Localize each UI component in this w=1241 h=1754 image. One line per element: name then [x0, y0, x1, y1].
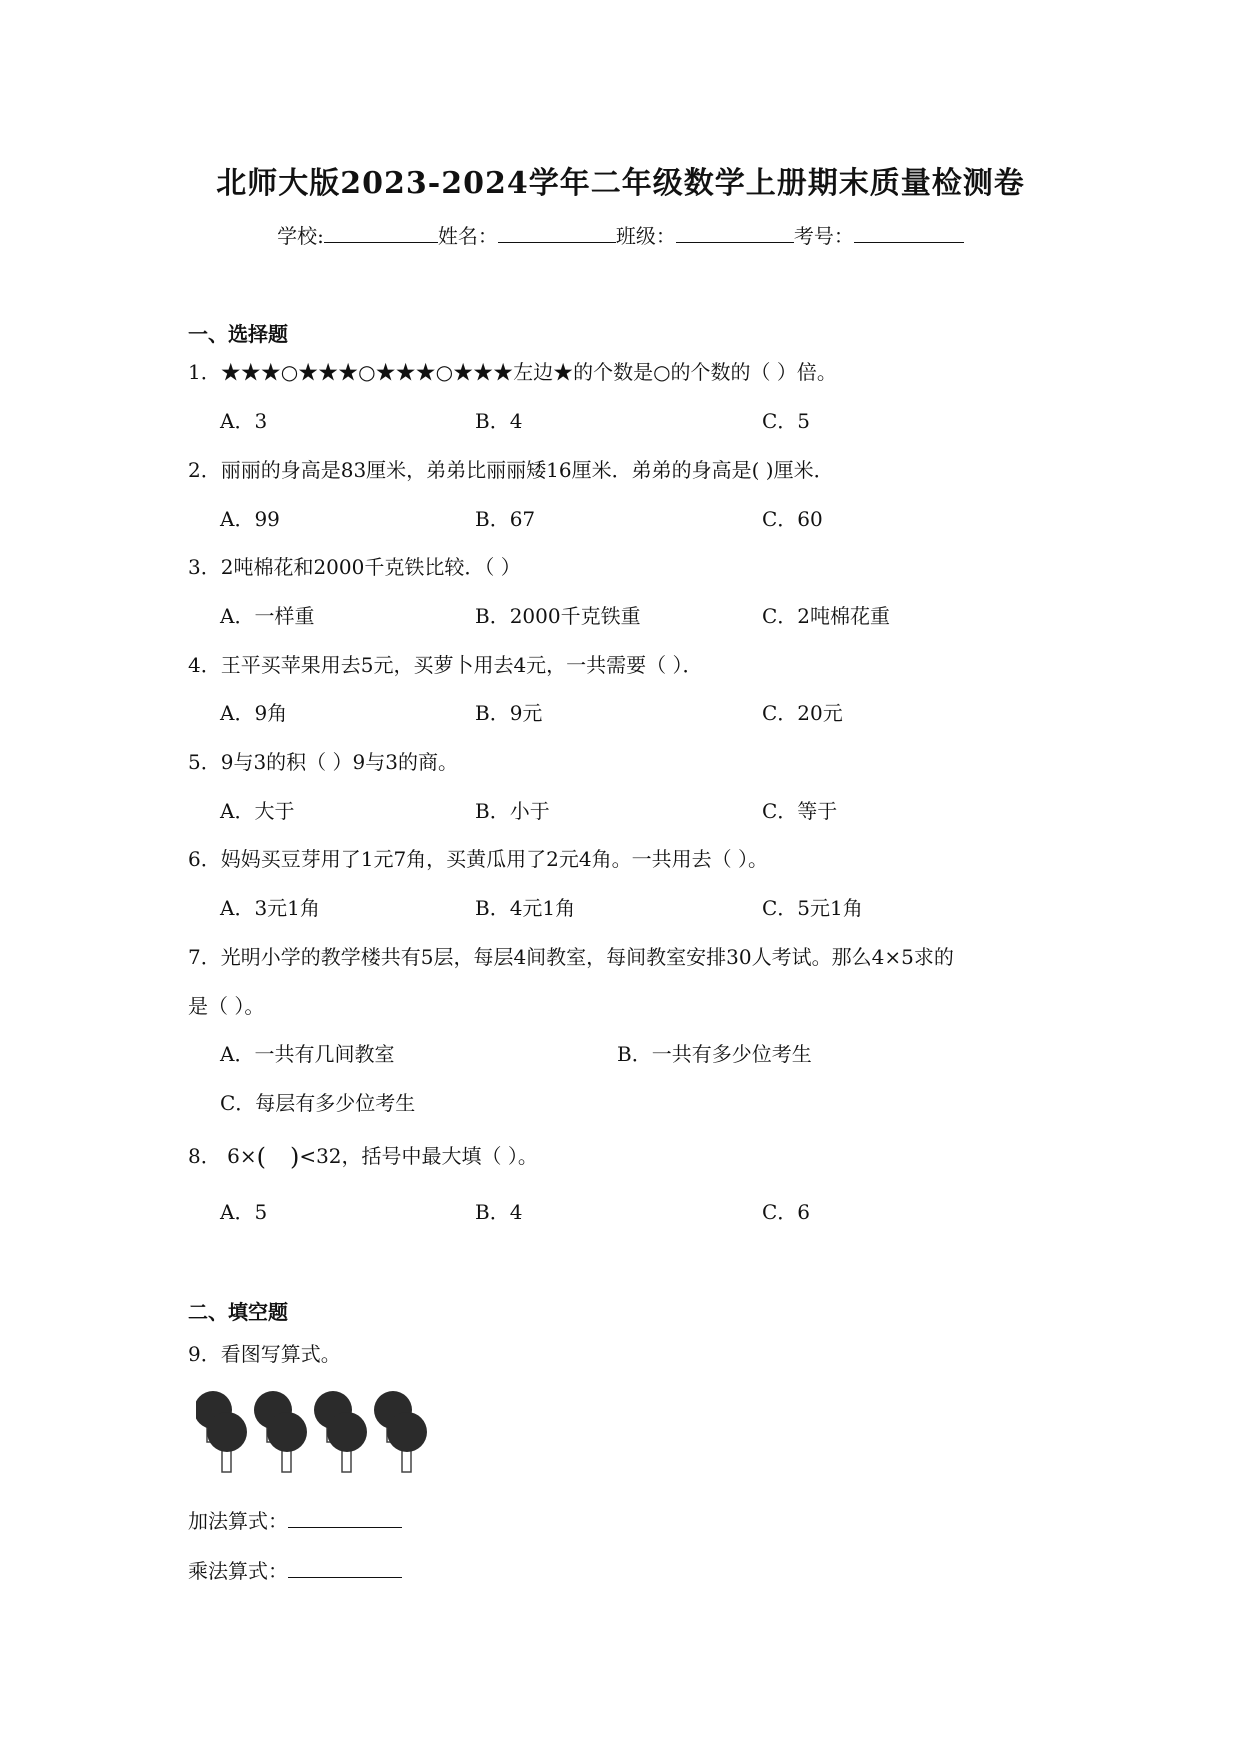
class-blank[interactable] [676, 222, 794, 243]
multiplication-label: 乘法算式： [188, 1559, 288, 1583]
q8-number: 8． [188, 1144, 221, 1168]
q5-option-a[interactable]: A．大于 [220, 799, 295, 823]
multiplication-answer-row [188, 1555, 402, 1584]
q8-expression-left: 6× [227, 1144, 257, 1168]
question-9: 9．看图写算式。 [188, 1342, 341, 1366]
addition-blank[interactable] [288, 1507, 402, 1528]
q4-option-c[interactable]: C．20元 [762, 701, 843, 725]
q3-option-c[interactable]: C．2吨棉花重 [762, 604, 891, 628]
question-7-continued: 是（ ）。 [188, 994, 265, 1018]
q3-option-a[interactable]: A．一样重 [220, 604, 315, 628]
question-1: 1．★★★○★★★○★★★○★★★左边★的个数是○的个数的（ ）倍。 [188, 360, 837, 384]
q5-option-b[interactable]: B．小于 [475, 799, 550, 823]
question-6: 6．妈妈买豆芽用了1元7角，买黄瓜用了2元4角。一共用去（ ）。 [188, 847, 768, 871]
question-8 [188, 1140, 538, 1171]
q8-expression-right: <32 [299, 1144, 342, 1168]
school-label: 学校: [277, 224, 324, 248]
section-fill-heading: 二、填空题 [188, 1300, 288, 1324]
q6-option-b[interactable]: B．4元1角 [475, 896, 576, 920]
exam-number-label: 考号： [793, 224, 854, 248]
q6-option-a[interactable]: A．3元1角 [220, 896, 320, 920]
student-info-line [0, 220, 1241, 249]
q4-option-b[interactable]: B．9元 [475, 701, 543, 725]
page-title: 北师大版2023-2024学年二年级数学上册期末质量检测卷 [216, 166, 1025, 201]
q8-option-c[interactable]: C．6 [762, 1200, 811, 1224]
section-choice-heading: 一、选择题 [188, 322, 288, 346]
q8-question-text: ，括号中最大填（ ）。 [341, 1144, 538, 1168]
q2-option-b[interactable]: B．67 [475, 507, 536, 531]
paddle-icon [207, 1412, 247, 1472]
q7-option-c[interactable]: C．每层有多少位考生 [220, 1091, 416, 1115]
q8-option-b[interactable]: B．4 [475, 1200, 523, 1224]
question-2: 2．丽丽的身高是83厘米，弟弟比丽丽矮16厘米．弟弟的身高是( )厘米． [188, 458, 834, 482]
q1-option-c[interactable]: C．5 [762, 409, 811, 433]
addition-answer-row [188, 1505, 402, 1534]
name-blank[interactable] [498, 222, 616, 243]
q8-option-a[interactable]: A．5 [220, 1200, 268, 1224]
paddle-pair-2 [254, 1391, 307, 1472]
paddle-icon [267, 1412, 307, 1472]
class-label: 班级： [615, 224, 676, 248]
q1-option-a[interactable]: A．3 [220, 409, 268, 433]
q3-option-b[interactable]: B．2000千克铁重 [475, 604, 641, 628]
paddle-pair-4 [374, 1391, 427, 1472]
addition-label: 加法算式： [188, 1509, 288, 1533]
paddle-icon [387, 1412, 427, 1472]
q2-option-c[interactable]: C．60 [762, 507, 823, 531]
paddle-icon [327, 1412, 367, 1472]
q5-option-c[interactable]: C．等于 [762, 799, 838, 823]
multiplication-blank[interactable] [288, 1557, 402, 1578]
q4-option-a[interactable]: A．9角 [220, 701, 288, 725]
question-4: 4．王平买苹果用去5元，买萝卜用去4元，一共需要（ ）． [188, 653, 703, 677]
q7-option-a[interactable]: A．一共有几间教室 [220, 1042, 395, 1066]
q1-option-b[interactable]: B．4 [475, 409, 523, 433]
q8-answer-parentheses[interactable]: ( ) [256, 1143, 300, 1171]
q2-option-a[interactable]: A．99 [220, 507, 280, 531]
q6-option-c[interactable]: C．5元1角 [762, 896, 863, 920]
question-5: 5．9与3的积（ ）9与3的商。 [188, 750, 458, 774]
paddle-pair-3 [314, 1391, 367, 1472]
name-label: 姓名： [437, 224, 498, 248]
q7-option-b[interactable]: B．一共有多少位考生 [617, 1042, 812, 1066]
question-3: 3．2吨棉花和2000千克铁比较．（ ） [188, 555, 521, 579]
exam-number-blank[interactable] [854, 222, 964, 243]
paddle-pair-1 [196, 1391, 247, 1472]
ping-pong-paddles-image [196, 1388, 446, 1500]
school-blank[interactable] [324, 222, 438, 243]
question-7: 7．光明小学的教学楼共有5层，每层4间教室，每间教室安排30人考试。那么4×5求的 [188, 945, 954, 969]
